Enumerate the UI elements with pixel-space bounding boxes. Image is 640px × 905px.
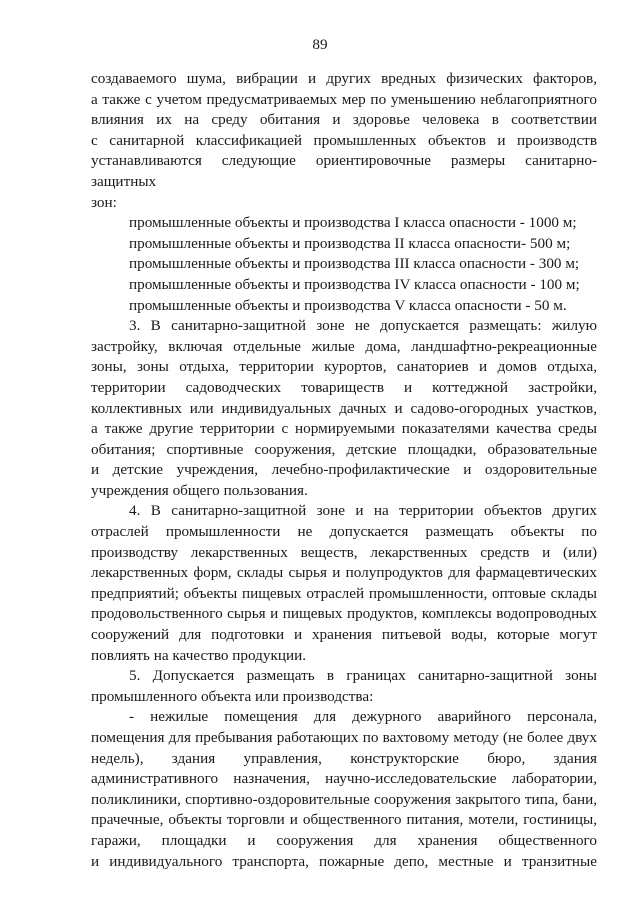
text-line: зон: (91, 193, 117, 211)
text-line: зоны, зоны отдыха, территории курортов, санаториев и домов отдыха, (91, 358, 597, 376)
text-line: 3. В санитарно-защитной зоне не допускается размещать: жилую (129, 317, 597, 335)
text-line: и индивидуального транспорта, пожарные депо, местные и транзитные (91, 852, 597, 870)
text-line: коллективных или индивидуальных дачных и садово-огородных участков, (91, 399, 597, 417)
text-line: производству лекарственных веществ, лекарственных средств и (или) (91, 543, 597, 561)
text-line: сооружений для подготовки и хранения питьевой воды, которые могут (91, 626, 597, 644)
document-body (91, 69, 597, 872)
text-line: и детские учреждения, лечебно-профилактические и оздоровительные (91, 461, 597, 479)
text-line: помещения для пребывания работающих по вахтовому методу (не более двух (91, 729, 597, 746)
text-line: предприятий; объекты пищевых отраслей промышленности, оптовые склады (91, 584, 597, 602)
text-line: промышленного объекта или производства: (91, 687, 374, 705)
text-line: устанавливаются следующие ориентировочные размеры санитарно-защитных (91, 152, 597, 190)
text-line: обитания; спортивные сооружения, детские площадки, образовательные (91, 440, 597, 458)
text-line: застройку, включая отдельные жилые дома, ландшафтно-рекреационные (91, 337, 597, 355)
text-line: влияния их на среду обитания и здоровье человека в соответствии (91, 111, 597, 129)
hazard-class-item: промышленные объекты и производства IV класса опасности - 100 м; (129, 275, 580, 293)
text-line: 4. В санитарно-защитной зоне и на территории объектов других (129, 502, 597, 520)
text-line: учреждения общего пользования. (91, 481, 308, 499)
text-line: создаваемого шума, вибрации и других вредных физических факторов, (91, 70, 597, 87)
hazard-class-item: промышленные объекты и производства III класса опасности - 300 м; (129, 255, 580, 273)
text-line: повлиять на качество продукции. (91, 646, 307, 664)
text-line: лекарственных форм, склады сырья и полупродуктов для фармацевтических (91, 564, 597, 582)
hazard-class-item: промышленные объекты и производства I класса опасности - 1000 м; (129, 214, 577, 232)
text-line: поликлиники, спортивно-оздоровительные сооружения закрытого типа, бани, (91, 790, 597, 808)
text-line: - нежилые помещения для дежурного аварийного персонала, (129, 708, 597, 726)
text-line: продовольственного сырья и пищевых продуктов, комплексы водопроводных (91, 605, 597, 623)
hazard-class-item: промышленные объекты и производства V класса опасности - 50 м. (129, 296, 567, 314)
text-line: отраслей промышленности не допускается размещать объекты по (91, 523, 597, 541)
text-line: 5. Допускается размещать в границах санитарно-защитной зоны (129, 667, 597, 685)
text-line: прачечные, объекты торговли и общественного питания, мотели, гостиницы, (91, 811, 597, 829)
hazard-class-item: промышленные объекты и производства II класса опасности- 500 м; (129, 234, 571, 252)
text-line: гаражи, площадки и сооружения для хранения общественного (91, 831, 597, 849)
text-line: а также другие территории с нормируемыми показателями качества среды (91, 420, 597, 438)
text-line: территории садоводческих товариществ и коттеджной застройки, (91, 378, 597, 396)
text-line: административного назначения, научно-исследовательские лаборатории, (91, 770, 597, 788)
text-line: недель), здания управления, конструкторские бюро, здания (91, 749, 597, 767)
page-number: 89 (312, 36, 328, 53)
text-line: а также с учетом предусматриваемых мер по уменьшению неблагоприятного (91, 90, 597, 108)
text-line: с санитарной классификацией промышленных объектов и производств (91, 131, 597, 149)
